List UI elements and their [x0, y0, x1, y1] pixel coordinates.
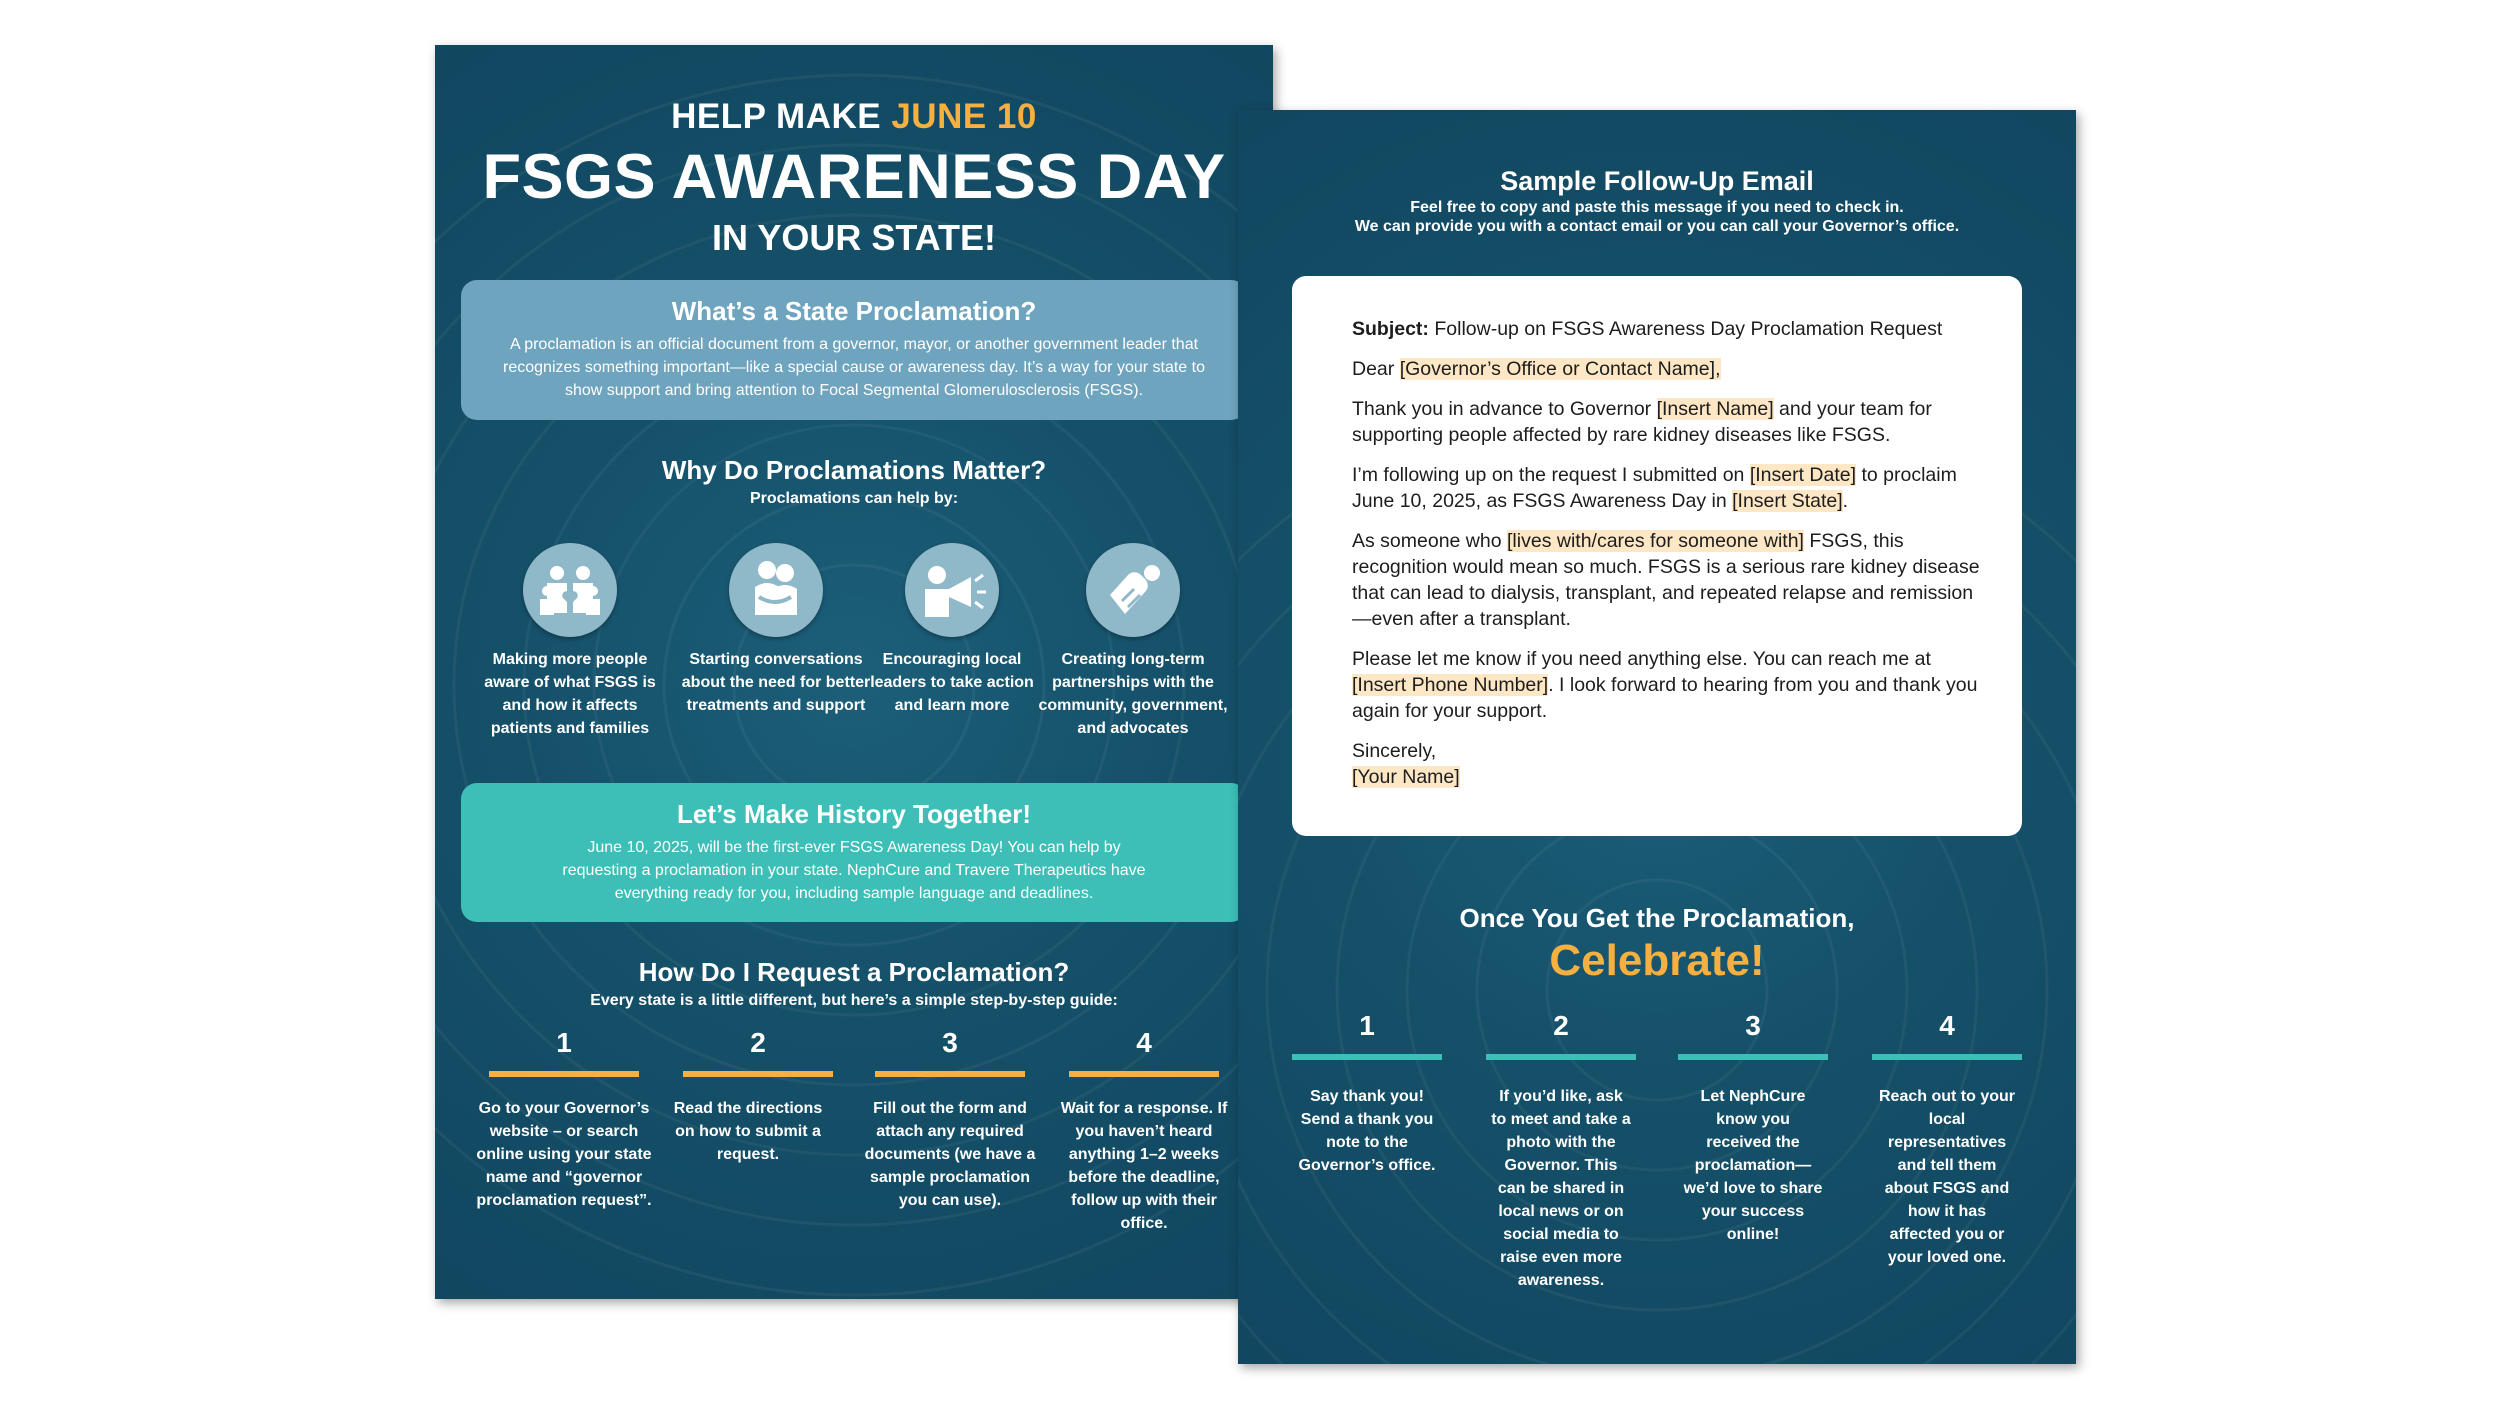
history-box-title: Let’s Make History Together!: [677, 799, 1031, 829]
celebrate-step-3-text: Let NephCure know you received the proclamation—we’d love to share your success online!: [1683, 1088, 1823, 1243]
email-header-line2: We can provide you with a contact email or you can call your Governor’s office.: [1354, 218, 1960, 235]
megaphone-icon: [905, 543, 999, 637]
why-caption-1: Making more people aware of what FSGS is and how it affects patients and families: [484, 651, 656, 737]
email-paragraph-3: As someone who [lives with/cares for someone with] FSGS, this recognition would mean so much. FSGS is a serious rare kidney disease that can lead to dialysis, transplant, and repeated relapse and remission—even after a transplant.: [1352, 530, 1980, 630]
how-step-1-number: 1: [556, 1027, 572, 1058]
celebrate-step-4-number: 4: [1939, 1010, 1955, 1041]
email-paragraph-2: I’m following up on the request I submitted on [Insert Date] to proclaim June 10, 2025, as FSGS Awareness Day in [Insert State].: [1352, 464, 1957, 512]
email-greeting: Dear [Governor’s Office or Contact Name],: [1352, 358, 1721, 380]
email-paragraph-4: Please let me know if you need anything else. You can reach me at [Insert Phone Number]. I look forward to hearing from you and thank you again for your support.: [1352, 648, 1978, 722]
celebrate-highlight: Celebrate!: [1549, 936, 1765, 985]
sample-email-card[interactable]: [1292, 276, 2022, 836]
celebrate-step-1-number: 1: [1359, 1010, 1375, 1041]
why-caption-4: Creating long-term partnerships with the community, government, and advocates: [1038, 651, 1228, 737]
page-title: FSGS AWARENESS DAY: [482, 142, 1226, 212]
hug-icon: [729, 543, 823, 637]
how-subtitle: Every state is a little different, but here’s a simple step-by-step guide:: [590, 992, 1118, 1009]
email-paragraph-1: Thank you in advance to Governor [Insert Name] and your team for supporting people affected by rare kidney diseases like FSGS.: [1352, 398, 1932, 446]
how-step-4-text: Wait for a response. If you haven’t heard anything 1–2 weeks before the deadline, follow up with their office.: [1060, 1100, 1228, 1232]
celebrate-step-4-bar: [1872, 1054, 2022, 1060]
handshake-icon: [1086, 543, 1180, 637]
governor-name-placeholder: [Insert Name]: [1656, 398, 1774, 420]
proclamation-box-text: A proclamation is an official document from a governor, mayor, or another government leader that recognizes something important—like a special cause or awareness day. It’s a way for your state to show support and bring attention to Focal Segmental Glomerulosclerosis (FSGS).: [503, 336, 1205, 399]
celebrate-step-2-bar: [1486, 1054, 1636, 1060]
relationship-placeholder: [lives with/cares for someone with]: [1507, 530, 1804, 552]
how-step-4-number: 4: [1136, 1027, 1152, 1058]
state-placeholder: [Insert State]: [1732, 490, 1843, 512]
celebrate-title: Once You Get the Proclamation,: [1459, 903, 1855, 933]
how-step-1-bar: [489, 1071, 639, 1077]
email-signoff: Sincerely,: [1352, 740, 1437, 762]
celebrate-step-3-number: 3: [1745, 1010, 1761, 1041]
email-header-line1: Feel free to copy and paste this message if you need to check in.: [1410, 199, 1904, 216]
front-page: [435, 45, 1273, 1299]
how-step-3-number: 3: [942, 1027, 958, 1058]
why-subtitle: Proclamations can help by:: [749, 490, 959, 507]
email-subject: Subject: Follow-up on FSGS Awareness Day Proclamation Request: [1352, 318, 1943, 340]
history-box: [461, 783, 1247, 922]
how-title: How Do I Request a Proclamation?: [638, 957, 1070, 987]
back-page: [1238, 110, 2076, 1364]
phone-placeholder: [Insert Phone Number]: [1352, 674, 1549, 696]
how-step-1-text: Go to your Governor’s website – or search online using your state name and “governor proclamation request”.: [476, 1100, 652, 1209]
how-step-3-bar: [875, 1071, 1025, 1077]
email-header-title: Sample Follow-Up Email: [1500, 166, 1814, 196]
date-placeholder: [Insert Date]: [1749, 464, 1857, 486]
family-heart-icon: [523, 543, 617, 637]
why-title: Why Do Proclamations Matter?: [661, 455, 1047, 485]
why-caption-2: Starting conversations about the need for better treatments and support: [681, 651, 871, 714]
history-box-text: June 10, 2025, will be the first-ever FSGS Awareness Day! You can help by requesting a proclamation in your state. NephCure and Travere Therapeutics have everything ready for you, including sample language and deadlines.: [562, 839, 1146, 902]
how-step-3-text: Fill out the form and attach any required documents (we have a sample proclamation you can use).: [864, 1100, 1036, 1209]
header-line1: HELP MAKE JUNE 10: [671, 97, 1037, 136]
how-step-2-text: Read the directions on how to submit a request.: [673, 1100, 823, 1163]
contact-name-placeholder: [Governor’s Office or Contact Name],: [1399, 358, 1721, 380]
celebrate-step-1-text: Say thank you! Send a thank you note to the Governor’s office.: [1298, 1088, 1436, 1174]
celebrate-step-2-number: 2: [1553, 1010, 1569, 1041]
email-signature: [1352, 764, 1982, 790]
proclamation-box-title: What’s a State Proclamation?: [671, 296, 1037, 326]
celebrate-step-2-text: If you’d like, ask to meet and take a photo with the Governor. This can be shared in local news or on social media to raise even more awareness.: [1491, 1088, 1631, 1289]
how-step-2-number: 2: [750, 1027, 766, 1058]
celebrate-step-1-bar: [1292, 1054, 1442, 1060]
celebrate-step-3-bar: [1678, 1054, 1828, 1060]
header-date: JUNE 10: [891, 97, 1037, 136]
how-step-2-bar: [683, 1071, 833, 1077]
header-line3: IN YOUR STATE!: [711, 217, 996, 258]
your-name-placeholder: [Your Name]: [1352, 766, 1460, 788]
celebrate-step-4-text: Reach out to your local representatives and tell them about FSGS and how it has affected you or your loved one.: [1878, 1088, 2015, 1266]
proclamation-box: [461, 280, 1247, 420]
how-step-4-bar: [1069, 1071, 1219, 1077]
why-caption-3: Encouraging local leaders to take action and learn more: [870, 651, 1034, 714]
